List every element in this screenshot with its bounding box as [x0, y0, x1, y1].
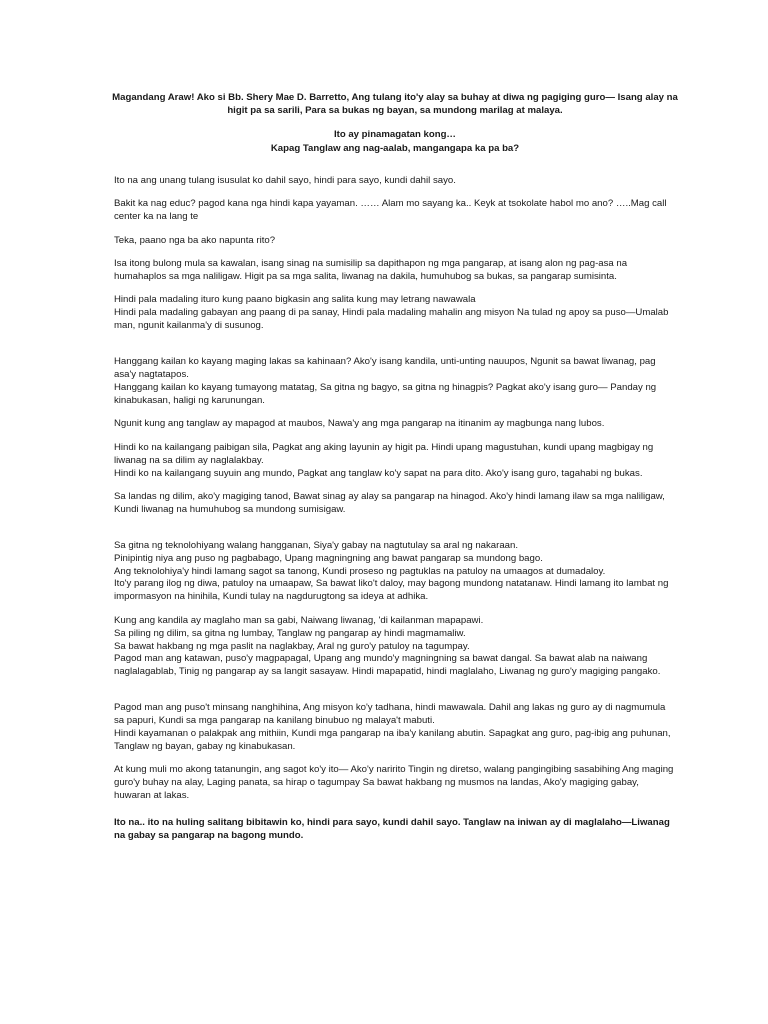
- poem-line: Ito'y parang ilog ng diwa, patuloy na umaapaw, Sa bawat liko't daloy, may bagong mundong natatanaw. Hindi lamang ito lambat ng impormasyon na hinihila, Kundi tulay na nagdurugtong sa ideya at adhika.: [114, 578, 669, 603]
- poem-line: Kung ang kandila ay maglaho man sa gabi, Naiwang liwanag, 'di kailanman mapapawi.: [114, 614, 484, 626]
- poem-line: Ito na ang unang tulang isusulat ko dahil sayo, hindi para sayo, kundi dahil sayo.: [114, 175, 456, 186]
- poem-line: At kung muli mo akong tatanungin, ang sagot ko'y ito— Ako'y naririto Tingin ng diretso, walang pangingibing sasabihing Ang maging guro'y buhay na alay, Laging panata, sa hirap o tagumpay Sa bawat hakbang ng musmos na landas, Ako'y magiging gabay, huwaran at lakas.: [114, 764, 674, 802]
- poem-line: Pinipintig niya ang puso ng pagbabago, Upang magningning ang bawat pangarap sa mundong bago.: [114, 552, 543, 564]
- poem-line: Hindi ko na kailangang suyuin ang mundo, Pagkat ang tanglaw ko'y sapat na para dito. Ako'y isang guro, tagahabi ng bukas.: [114, 467, 643, 479]
- poem-line: Pagod man ang katawan, puso'y magpapagal, Upang ang mundo'y magningning sa bawat dangal. Sa bawat alab na naiwang naglalagablab, Tinig ng pangarap ay sa langit sasayaw. Hindi mapapatid, hindi maglalaho, Liwanag ng guro'y magiging pangako.: [114, 653, 661, 678]
- poem-paragraph: [114, 175, 674, 188]
- poem-line: Hanggang kailan ko kayang maging lakas sa kahinaan? Ako'y isang kandila, unti-unting nauupos, Ngunit sa bawat liwanag, pag asa'y nagtatapos.: [114, 356, 656, 381]
- poem-line: Sa piling ng dilim, sa gitna ng lumbay, Tanglaw ng pangarap ay hindi magmamaliw.: [114, 627, 466, 639]
- poem-line: Ito na.. ito na huling salitang bibitawin ko, hindi para sayo, kundi dahil sayo. Tanglaw na iniwan ay di maglalaho—Liwanag na gabay sa pangarap na bagong mundo.: [114, 817, 670, 842]
- poem-line: Hindi ko na kailangang paibigan sila, Pagkat ang aking layunin ay higit pa. Hindi upang magustuhan, kundi upang magbigay ng liwanag na sa dilim ay naglalakbay.: [114, 441, 654, 466]
- poem-paragraph: [114, 235, 674, 248]
- poem-paragraph: [114, 615, 674, 680]
- poem-paragraph: [114, 702, 674, 754]
- poem-paragraph: [114, 356, 674, 408]
- poem-line: Isa itong bulong mula sa kawalan, isang sinag na sumisilip sa dapithapon ng mga pangarap, at isang alon ng pag-asa na humahaplos sa mga naliligaw. Higit pa sa mga salita, liwanag na dakila, humuhubog sa bukas, sa pangarap sumisinta.: [114, 258, 628, 283]
- poem-line: Hindi pala madaling gabayan ang paang di pa sanay, Hindi pala madaling mahalin ang misyon Na tulad ng apoy sa puso—Umalab man, ngunit kailanma'y di susunog.: [114, 307, 669, 332]
- poem-line: Sa gitna ng teknolohiyang walang hangganan, Siya'y gabay na nagtutulay sa aral ng nakaraan.: [114, 539, 519, 551]
- poem-paragraph: [114, 258, 674, 284]
- poem-paragraph: [114, 418, 674, 431]
- poem-line: Hindi pala madaling ituro kung paano bigkasin ang salita kung may letrang nawawala: [114, 294, 476, 306]
- poem-line: Hindi kayamanan o palakpak ang mithiin, Kundi mga pangarap na iba'y kanilang abutin. Sapagkat ang guro, pag-ibig ang puhunan, Tanglaw ng bayan, gabay ng kinabukasan.: [114, 728, 671, 752]
- poem-paragraph: [114, 817, 674, 843]
- poem-paragraph: [114, 764, 674, 803]
- poem-paragraph: [114, 491, 674, 517]
- poem-paragraph: [114, 294, 674, 333]
- poem-line: Pagod man ang puso't minsang nanghihina, Ang misyon ko'y tadhana, hindi mawawala. Dahil ang lakas ng guro ay di nagmumula sa papuri, Kundi sa mga pangarap na kanilang binubuo ng malaya't mabuti.: [114, 702, 666, 727]
- title-line-1: Ito ay pinamagatan kong…: [333, 129, 457, 141]
- intro-text: Magandang Araw! Ako si Bb. Shery Mae D. Barretto, Ang tulang ito'y alay sa buhay at diwa ng pagiging guro— Isang alay na higit pa sa sarili, Para sa bukas ng bayan, sa mundong marilag at malaya.: [112, 92, 678, 117]
- poem-paragraph: [114, 442, 674, 481]
- poem-body: [114, 175, 674, 853]
- poem-line: Bakit ka nag educ? pagod kana nga hindi kapa yayaman. …… Alam mo sayang ka.. Keyk at tsokolate habol mo ano? …..Mag call center ka na lang te: [114, 198, 667, 223]
- poem-line: Sa landas ng dilim, ako'y magiging tanod, Bawat sinag ay alay sa pangarap na hinagod. Ako'y hindi lamang ilaw sa mga naliligaw, Kundi liwanag na humuhubog sa mundong sumisigaw.: [114, 490, 665, 515]
- document-header: [108, 91, 682, 155]
- poem-title: Kapag Tanglaw ang nag-aalab, mangangapa ka pa ba?: [270, 142, 520, 154]
- poem-line: Ang teknolohiya'y hindi lamang sagot sa tanong, Kundi proseso ng pagtuklas na patuloy na umaagos at dumadaloy.: [114, 565, 606, 577]
- poem-line: Ngunit kung ang tanglaw ay mapagod at maubos, Nawa'y ang mga pangarap na itinanim ay magbunga nang lubos.: [114, 418, 605, 430]
- poem-line: Hanggang kailan ko kayang tumayong matatag, Sa gitna ng bagyo, sa gitna ng hinagpis? Pagkat ako'y isang guro— Panday ng kinabukasan, haligi ng karunungan.: [114, 381, 657, 406]
- poem-paragraph: [114, 540, 674, 605]
- poem-line: Sa bawat hakbang ng mga paslit na naglakbay, Aral ng guro'y patuloy na tagumpay.: [114, 640, 470, 652]
- poem-paragraph: [114, 198, 674, 224]
- poem-line: Teka, paano nga ba ako napunta rito?: [114, 234, 276, 246]
